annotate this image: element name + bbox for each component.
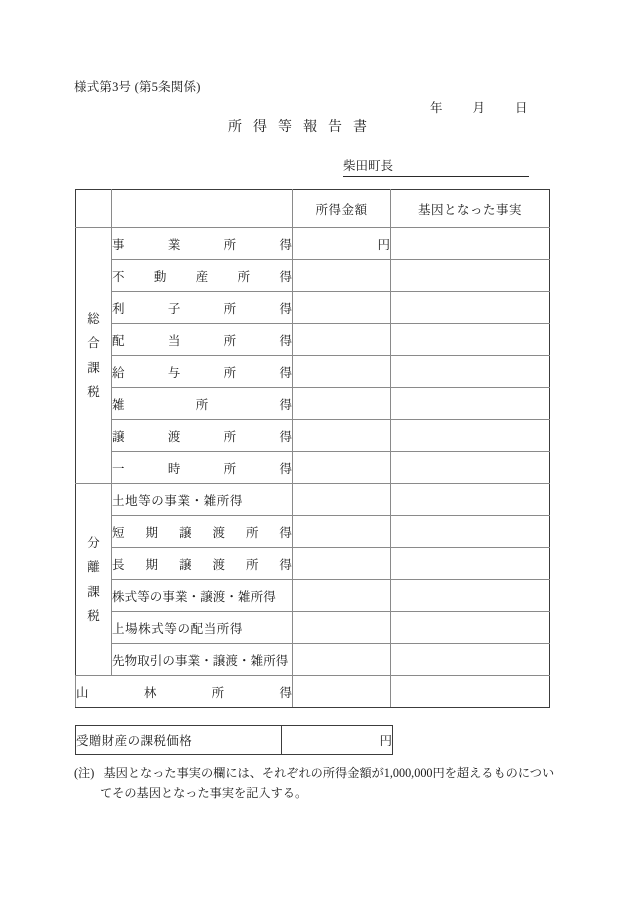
- footnote-line-1: [74, 764, 574, 784]
- label-char: 得: [279, 429, 292, 444]
- label-char: 得: [279, 269, 292, 284]
- label-char: 所: [245, 557, 259, 572]
- label-char: 渡: [212, 557, 225, 572]
- date-month-label: 月: [472, 101, 486, 115]
- label-char: 不: [112, 269, 125, 284]
- table-row-forest-income: [76, 676, 550, 708]
- table-row: [76, 516, 550, 548]
- income-item-cell: [112, 420, 293, 452]
- amount-cell[interactable]: [293, 580, 391, 612]
- income-item-cell: [112, 260, 293, 292]
- table-row: [76, 356, 550, 388]
- income-item-label: [112, 395, 292, 413]
- amount-cell[interactable]: [293, 484, 391, 516]
- amount-cell[interactable]: [293, 292, 391, 324]
- income-item-cell: [112, 324, 293, 356]
- cause-fact-cell[interactable]: [391, 324, 550, 356]
- table-row: [76, 292, 550, 324]
- income-item-label: [112, 267, 292, 285]
- amount-cell[interactable]: [293, 452, 391, 484]
- document-title: 所得等報告書: [228, 120, 378, 135]
- income-item-label: [112, 235, 292, 253]
- income-item-label: [112, 555, 292, 573]
- header-blank-group: [76, 190, 112, 228]
- income-item-cell: [112, 388, 293, 420]
- gift-label: 受贈財産の課税価格: [76, 726, 282, 755]
- label-char: 所: [237, 269, 251, 284]
- income-item-cell: [112, 484, 293, 516]
- label-char: 所: [223, 333, 237, 348]
- income-item-cell: [112, 548, 293, 580]
- header-amount: 所得金額: [293, 190, 391, 228]
- tax-group-vertical-text: [87, 307, 100, 405]
- label-char: 渡: [167, 429, 181, 444]
- tax-group-label-aggregate: [76, 228, 112, 484]
- group-char: 総: [87, 311, 100, 326]
- label-char: 林: [143, 685, 157, 700]
- cause-fact-cell[interactable]: [391, 356, 550, 388]
- footnote-text-1: 基因となった事実の欄には、それぞれの所得金額が1,000,000円を超えるものについ: [103, 766, 555, 780]
- label-char: 譲: [112, 429, 125, 444]
- label-char: 子: [167, 301, 181, 316]
- label-char: 所: [223, 237, 237, 252]
- label-char: 所: [223, 365, 237, 380]
- footnote-line-2: てその基因となった事実を記入する。: [100, 785, 308, 800]
- amount-cell[interactable]: [293, 260, 391, 292]
- income-item-cell: [112, 228, 293, 260]
- date-line: [430, 98, 560, 116]
- income-item-label: [112, 299, 292, 317]
- cause-fact-cell[interactable]: [391, 676, 550, 708]
- group-char: 合: [87, 336, 100, 351]
- label-char: 得: [279, 365, 292, 380]
- table-row: [76, 388, 550, 420]
- income-item-cell: [76, 676, 293, 708]
- label-char: 与: [167, 365, 181, 380]
- table-row: [76, 548, 550, 580]
- table-row: [76, 452, 550, 484]
- cause-fact-cell[interactable]: [391, 548, 550, 580]
- label-char: 利: [112, 301, 125, 316]
- cause-fact-cell[interactable]: [391, 580, 550, 612]
- label-char: 所: [223, 429, 237, 444]
- table-header-row: [76, 190, 550, 228]
- label-char: 得: [279, 557, 292, 572]
- label-char: 得: [279, 525, 292, 540]
- gift-asset-box: [75, 725, 393, 755]
- cause-fact-cell[interactable]: [391, 260, 550, 292]
- label-char: 期: [145, 557, 158, 572]
- income-item-label: [112, 363, 292, 381]
- header-cause-fact: 基因となった事実: [391, 190, 550, 228]
- cause-fact-cell[interactable]: [391, 484, 550, 516]
- income-item-label: 上場株式等の配当所得: [112, 621, 244, 636]
- income-item-cell: [112, 292, 293, 324]
- label-char: 得: [279, 237, 292, 252]
- label-char: 一: [112, 461, 125, 476]
- income-item-label: [112, 427, 292, 445]
- income-item-label: [112, 331, 292, 349]
- amount-cell[interactable]: [293, 548, 391, 580]
- label-char: 短: [112, 525, 125, 540]
- label-char: 得: [279, 333, 292, 348]
- table-row: [76, 580, 550, 612]
- income-item-label: 株式等の事業・譲渡・雑所得: [112, 589, 276, 604]
- header-blank-item: [112, 190, 293, 228]
- label-char: 所: [211, 685, 225, 700]
- amount-cell[interactable]: [293, 420, 391, 452]
- footnote-marker: (注): [74, 766, 95, 780]
- cause-fact-cell[interactable]: [391, 388, 550, 420]
- label-char: 雑: [112, 397, 125, 412]
- group-char: 分: [87, 535, 100, 550]
- label-char: 長: [112, 557, 125, 572]
- label-char: 所: [195, 397, 209, 412]
- amount-cell[interactable]: [293, 676, 391, 708]
- cause-fact-cell[interactable]: [391, 292, 550, 324]
- income-item-cell: [112, 644, 293, 676]
- table-row: [76, 260, 550, 292]
- group-char: 税: [87, 384, 100, 399]
- label-char: 譲: [178, 525, 192, 540]
- cause-fact-cell[interactable]: [391, 644, 550, 676]
- label-char: 所: [245, 525, 259, 540]
- label-char: 期: [145, 525, 158, 540]
- amount-cell[interactable]: [293, 324, 391, 356]
- amount-cell[interactable]: [293, 356, 391, 388]
- table-row: [76, 420, 550, 452]
- income-item-label: [112, 523, 292, 541]
- tax-group-label-separate: [76, 484, 112, 676]
- income-item-cell: [112, 612, 293, 644]
- group-char: 税: [87, 608, 100, 623]
- footnote: [74, 764, 574, 804]
- tax-group-vertical-text: [87, 531, 100, 629]
- group-char: 離: [87, 560, 100, 575]
- income-report-table: [75, 189, 550, 708]
- label-char: 得: [279, 397, 292, 412]
- label-char: 時: [167, 461, 181, 476]
- income-item-label: 土地等の事業・雑所得: [112, 493, 244, 508]
- label-char: 所: [223, 301, 237, 316]
- cause-fact-cell[interactable]: [391, 228, 550, 260]
- label-char: 得: [279, 461, 292, 476]
- amount-cell[interactable]: 円: [293, 228, 391, 260]
- gift-row: [76, 726, 393, 755]
- label-char: 事: [112, 237, 125, 252]
- table-row: [76, 228, 550, 260]
- label-char: 動: [153, 269, 167, 284]
- amount-cell[interactable]: [293, 644, 391, 676]
- amount-cell[interactable]: [293, 612, 391, 644]
- label-char: 業: [167, 237, 181, 252]
- cause-fact-cell[interactable]: [391, 516, 550, 548]
- income-item-label: 先物取引の事業・譲渡・雑所得: [112, 653, 289, 668]
- table-row: [76, 484, 550, 516]
- group-char: 課: [87, 584, 100, 599]
- income-item-cell: [112, 580, 293, 612]
- label-char: 所: [223, 461, 237, 476]
- table-row: [76, 612, 550, 644]
- amount-cell[interactable]: [293, 388, 391, 420]
- income-item-label: [76, 683, 292, 701]
- income-item-cell: [112, 516, 293, 548]
- income-item-cell: [112, 452, 293, 484]
- table-row: [76, 644, 550, 676]
- label-char: 得: [279, 301, 292, 316]
- label-char: 産: [195, 269, 209, 284]
- label-char: 配: [112, 333, 125, 348]
- date-day-label: 日: [515, 101, 528, 115]
- label-char: 当: [167, 333, 181, 348]
- label-char: 渡: [212, 525, 225, 540]
- cause-fact-cell[interactable]: [391, 420, 550, 452]
- label-char: 譲: [178, 557, 192, 572]
- group-char: 課: [87, 360, 100, 375]
- gift-value-cell[interactable]: 円: [282, 726, 393, 755]
- label-char: 得: [279, 685, 292, 700]
- form-code: 様式第3号 (第5条関係): [74, 80, 201, 94]
- income-item-label: [112, 459, 292, 477]
- label-char: 山: [76, 685, 89, 700]
- cause-fact-cell[interactable]: [391, 612, 550, 644]
- table-row: [76, 324, 550, 356]
- addressee-line: 柴田町長: [343, 156, 529, 177]
- cause-fact-cell[interactable]: [391, 452, 550, 484]
- amount-cell[interactable]: [293, 516, 391, 548]
- date-year-label: 年: [430, 101, 443, 115]
- label-char: 給: [112, 365, 125, 380]
- income-item-cell: [112, 356, 293, 388]
